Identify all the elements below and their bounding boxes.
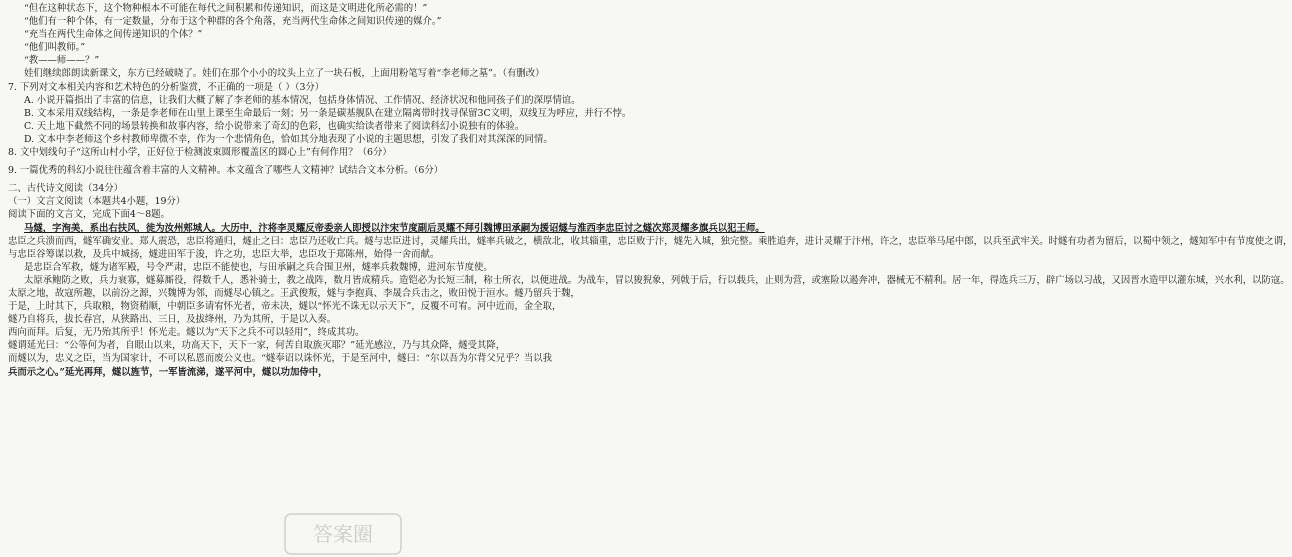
- text-line: 9. 一篇优秀的科幻小说往往蕴含着丰富的人文精神。本文蕴含了哪些人文精神？试结合文本分析。（6分）: [8, 165, 444, 177]
- document-body: [8, 2, 1292, 379]
- text-line: 燧乃自将兵，拔长春宫，从狭路出、三日，及拔绛州，乃为其所，于是以入奏。: [8, 314, 337, 326]
- text-line: 忠臣之兵溃而西，燧军确安业、郑人震恐，忠臣将遁归，燧止之曰：忠臣乃还收亡兵。燧与忠臣进讨，灵耀兵出，燧率兵破之，横敌北，收其辎重，忠臣败于汴，燧先入城，独完整。乘胜追奔，进计灵耀于汴州，许之，忠臣举马尾中郎，以兵至武牢关。时燧有功者为留后，以蜀中领之，燧知军中有节度使之谓，: [8, 235, 1292, 247]
- text-line: “充当在两代生命体之间传递知识的个体？”: [24, 29, 203, 41]
- text-line: “但在这种状态下，这个物种根本不可能在每代之间积累和传递知识，而这是文明进化所必需的！”: [24, 3, 428, 14]
- text-line: 兵而示之心。”延光再拜，燧以旌节，一军皆流涕，遂平河中，燧以功加侍中，: [8, 366, 328, 378]
- text-line: 8. 文中划线句子“这所山村小学，正好位于检测波束圆形覆盖区的圆心上”有何作用？（6分）: [8, 147, 392, 159]
- text-line: 是忠臣合军救，燧为诸军殿，号令严肃，忠臣不能使也，与田承嗣之兵合围卫州，燧率兵救魏博，进河东节度使。: [24, 261, 493, 273]
- text-line: A. 小说开篇指出了丰富的信息，让我们大概了解了李老师的基本情况，包括身体情况、工作情况、经济状况和他同孩子们的深厚情谊。: [24, 94, 581, 106]
- text-line: 与忠臣谷筹谋以救，及兵中城扬，燧进田军于浚，许之功，忠臣大举，忠臣攻于郑陈州，始得一舍而献。: [8, 248, 440, 260]
- text-line: 太原之地，故寇所趣，以前汾之源，兴魏博为邻，而燧尽心镇之。王武俊叛，燧与李抱真、李晟合兵击之，败田悦于洹水。燧乃留兵于魏，: [8, 287, 580, 299]
- text-line: “教——师——？”: [24, 55, 100, 67]
- text-line: D. 文本中李老师这个乡村教师卑微不幸，作为一个悲情角色，恰如其分地表现了小说的主题思想，引发了我们对其深深的同情。: [24, 133, 553, 145]
- text-line: “他们有一种个体，有一定数量，分布于这个种群的各个角落，充当两代生命体之间知识传递的媒介。”: [24, 16, 442, 28]
- text-line: B. 文本采用双线结构，一条是李老师在山里上课至生命最后一刻；另一条是碳基舰队在建立隔离带时找寻保留3C文明，双线互为呼应，并行不悖。: [24, 107, 632, 119]
- text-line: 阅读下面的文言文，完成下面4～8题。: [8, 209, 170, 221]
- text-line: （一）文言文阅读（本题共4小题，19分）: [8, 196, 186, 208]
- watermark-text: 答案圈: [313, 522, 373, 546]
- text-line: 太原承鲍防之败，兵力衰寡，燧募厮役，得数千人，悉补骑士，教之战阵，数月皆成精兵。造铠必为长短三制，称士所衣，以便进战。为战车，冒以狻猊象，列戟于后，行以载兵，止则为营，或塞险以遏奔冲，器械无不精利。居一年，得选兵三万，辟广场以习战，又因晋水造甲以灌东城，兴水利，以防寇。: [24, 274, 1290, 286]
- text-line: 7. 下列对文本相关内容和艺术特色的分析鉴赏，不正确的一项是（ ）（3分）: [8, 81, 325, 93]
- text-line: C. 天上地下截然不同的场景转换和故事内容，给小说带来了奇幻的色彩，也确实给读者带来了阅读科幻小说独有的体验。: [24, 120, 525, 132]
- text-line: 于是，上时其下，兵取粮，物资稍顺，中朝臣多请宥怀光者，帝未决，燧以“怀光不诛无以示天下”，反覆不可宥。河中近而，金全取，: [8, 301, 562, 313]
- text-line: 二、古代诗文阅读（34分）: [8, 183, 124, 195]
- text-line: 西向而拜。后复，无乃殆其所乎！怀光走。燧以为“天下之兵不可以轻用”，终成其功。: [8, 327, 365, 339]
- watermark-logo: [284, 513, 402, 555]
- text-line: 马燧，字洵美，系出右扶风，徙为汝州郏城人。大历中，汴将李灵耀反帝委亲人即授以汴宋节度副后灵耀不拜引魏博田承嗣为援诏燧与淮西李忠臣讨之燧次郑灵耀多旗兵以犯王师。: [24, 222, 765, 234]
- text-line: 燧谓延光曰：“公等何为者，自眼山以来，功高天下，天下一家，何苦自取族灭耶？”延光感泣，乃与其众降，燧受其降，: [8, 340, 506, 352]
- text-line: 而燧以为，忠义之臣，当为国家计，不可以私恩而废公义也。“燧奉诏以诛怀光，于是至河中，燧曰：“尔以吾为尔背父兄乎？当以我: [8, 353, 552, 365]
- text-line: 娃们继续郎朗读新课文，东方已经破晓了。娃们在那个小小的坟头上立了一块石板，上面用粉笔写着“李老师之墓”。（有删改）: [24, 68, 545, 80]
- text-line: “他们叫教师。”: [24, 42, 86, 54]
